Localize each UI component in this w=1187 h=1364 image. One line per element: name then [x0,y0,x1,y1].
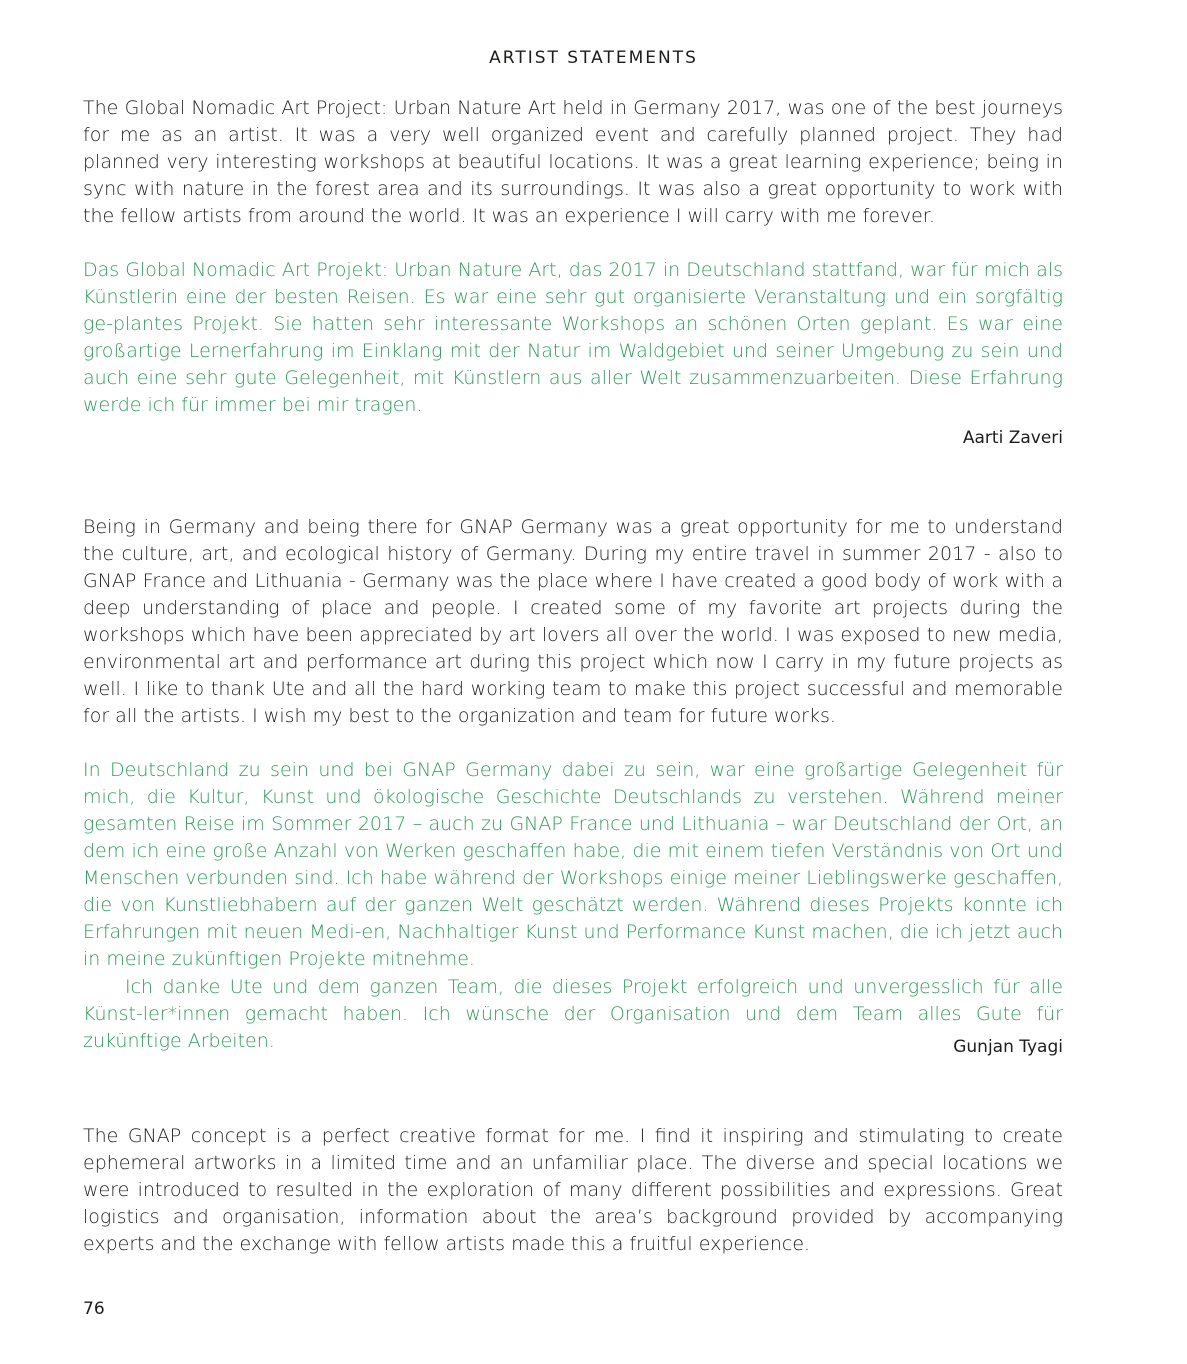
statement-2-german-closing: Ich danke Ute und dem ganzen Team, die dieses Projekt erfolgreich und unvergesslich für alle Künst-ler*innen gemacht haben. Ich wünsche der Organisation und dem Team alles Gute für zukünftige Arbeiten. [83,976,1063,1052]
section-title: ARTIST STATEMENTS [489,48,698,68]
statement-2-german: In Deutschland zu sein und bei GNAP Germany dabei zu sein, war eine großartige Gelegenheit für mich, die Kultur, Kunst und ökologische Geschichte Deutschlands zu verstehen. Während meiner gesamten Reise im Sommer 2017 – auch zu GNAP France und Lithuania – war Deutschland der Ort, an dem ich eine große Anzahl von Werken geschaffen habe, die mit einem tiefen Verständnis von Ort und Menschen verbunden sind. Ich habe während der Workshops einige meiner Lieblingswerke geschaffen, die von Kunstliebhabern auf der ganzen Welt geschätzt werden. Während dieses Projekts konnte ich Erfahrungen mit neuen Medi-en, Nachhaltiger Kunst und Performance Kunst machen, die ich jetzt auch in meine zukünftigen Projekte mitnehme. [83,759,1063,970]
statement-1-english: The Global Nomadic Art Project: Urban Nature Art held in Germany 2017, was one of the best journeys for me as an artist. It was a very well organized event and carefully planned project. They had planned very interesting workshops at beautiful locations. It was a great learning experience; being in sync with nature in the forest area and its surroundings. It was also a great opportunity to work with the fellow artists from around the world. It was an experience I will carry with me forever. [83,97,1063,227]
statement-2-english: Being in Germany and being there for GNAP Germany was a great opportunity for me to understand the culture, art, and ecological history of Germany. During my entire travel in summer 2017 - also to GNAP France and Lithuania - Germany was the place where I have created a good body of work with a deep understanding of place and people. I created some of my favorite art projects during the workshops which have been appreciated by art lovers all over the world. I was exposed to new media, environmental art and performance art during this project which now I carry in my future projects as well. I like to thank Ute and all the hard working team to make this project successful and memorable for all the artists. I wish my best to the organization and team for future works. [83,516,1063,727]
statement-1-german: Das Global Nomadic Art Projekt: Urban Nature Art, das 2017 in Deutschland stattfand, war für mich als Künstlerin eine der besten Reisen. Es war eine sehr gut organisierte Veranstaltung und ein sorgfältig ge-plantes Projekt. Sie hatten sehr interessante Workshops an schönen Orten geplant. Es war eine großartige Lernerfahrung im Einklang mit der Natur im Waldgebiet und seiner Umgebung zu sein und auch eine sehr gute Gelegenheit, mit Künstlern aus aller Welt zusammenzuarbeiten. Diese Erfahrung werde ich für immer bei mir tragen. [83,259,1063,416]
page-number: 76 [83,1299,105,1319]
statement-3-english: The GNAP concept is a perfect creative format for me. I find it inspiring and stimulating to create ephemeral artworks in a limited time and an unfamiliar place. The diverse and special locations we were introduced to resulted in the exploration of many different possibilities and expressions. Great logistics and organisation, information about the area’s background provided by accompanying experts and the exchange with fellow artists made this a fruitful experience. [83,1125,1063,1255]
statement-2-author: Gunjan Tyagi [953,1037,1063,1057]
statement-1-author: Aarti Zaveri [962,428,1063,448]
